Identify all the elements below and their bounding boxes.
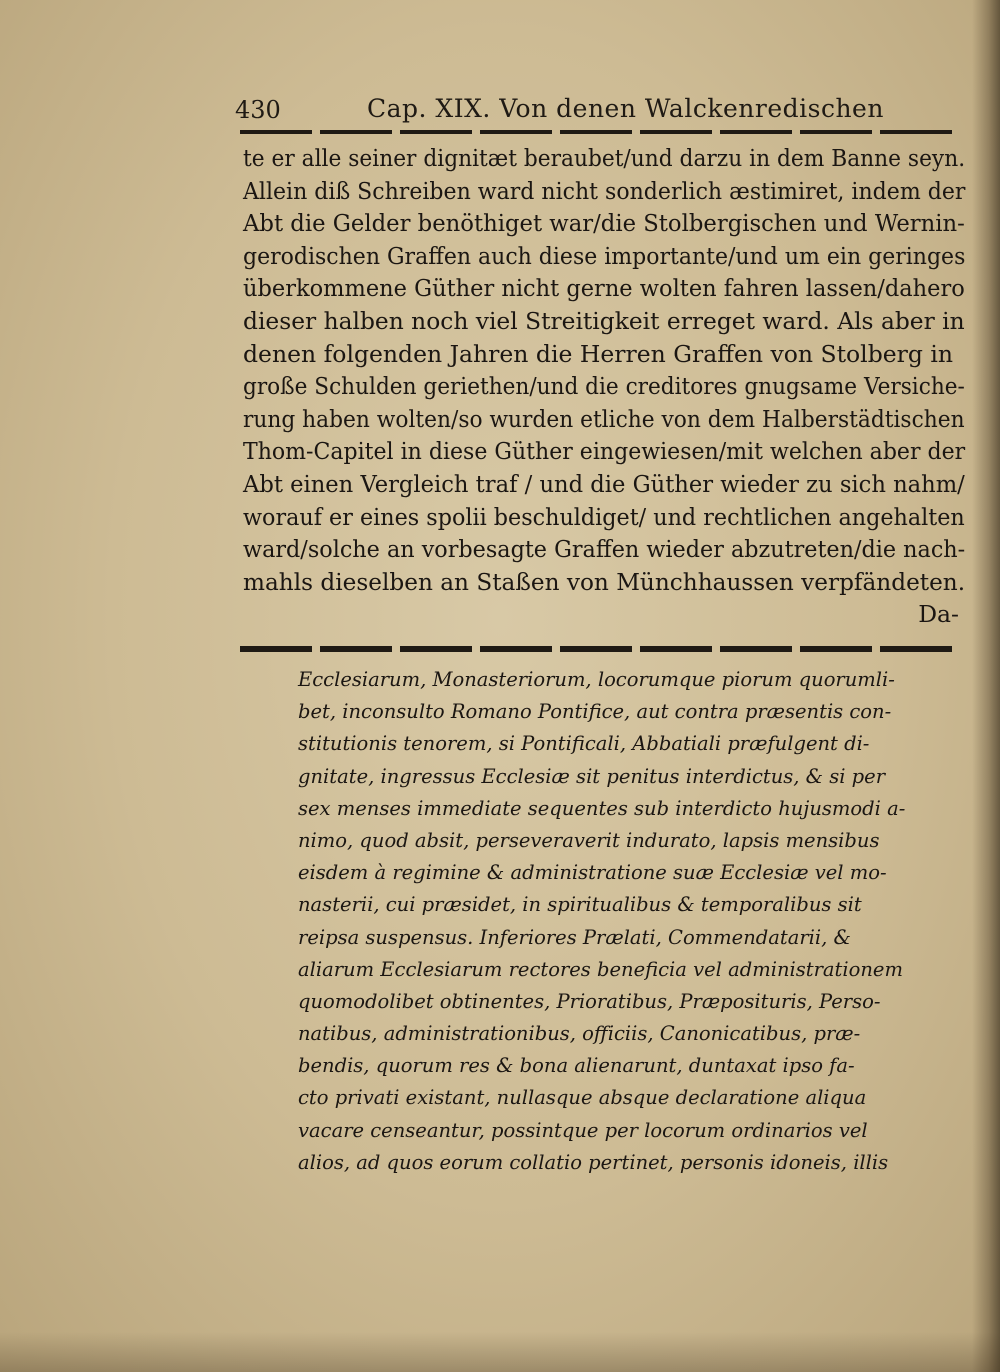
catchword: Da-: [918, 600, 959, 629]
page-edge-shadow: [972, 0, 1000, 1372]
main-text-line: dieser halben noch viel Streitigkeit erreget ward. Als aber in: [243, 306, 965, 335]
main-text-line: rung haben wolten/so wurden etliche von dem Halberstädtischen: [243, 404, 965, 433]
footnote-line: eisdem à regimine & administratione suæ Ecclesiæ vel mo-: [298, 861, 887, 885]
footnote-line: bendis, quorum res & bona alienarunt, duntaxat ipso fa-: [298, 1054, 855, 1078]
page-bottom-shadow: [0, 1332, 1000, 1372]
footnote-line: nimo, quod absit, perseveraverit indurato, lapsis mensibus: [298, 828, 880, 852]
footnote-line: gnitate, ingressus Ecclesiæ sit penitus interdictus, & si per: [298, 764, 886, 788]
footnote-line: alios, ad quos eorum collatio pertinet, personis idoneis, illis: [298, 1150, 889, 1174]
footnote-line: sex menses immediate sequentes sub interdicto hujusmodi a-: [298, 796, 906, 820]
main-text-line: überkommene Güther nicht gerne wolten fahren lassen/dahero: [243, 274, 965, 303]
main-text-line: große Schulden geriethen/und die creditores gnugsame Versiche-: [243, 372, 965, 401]
main-text-line: Abt einen Vergleich traf / und die Güther wieder zu sich nahm/: [243, 469, 965, 498]
main-text-line: Abt die Gelder benöthiget war/die Stolbergischen und Wernin-: [243, 209, 965, 238]
main-text-line: te er alle seiner dignitæt beraubet/und darzu in dem Banne seyn.: [243, 144, 966, 172]
footnote-line: vacare censeantur, possintque per locorum ordinarios vel: [298, 1118, 868, 1142]
running-head: Cap. XIX. Von denen Walckenredischen: [367, 94, 884, 123]
footnote-line: bet, inconsulto Romano Pontifice, aut contra præsentis con-: [298, 700, 892, 724]
footnote-line: cto privati existant, nullasque absque declaratione aliqua: [298, 1086, 867, 1110]
footnote-line: nasterii, cui præsidet, in spiritualibus & temporalibus sit: [298, 893, 862, 917]
footnote-line: aliarum Ecclesiarum rectores beneficia vel administrationem: [298, 957, 903, 981]
main-text-line: denen folgenden Jahren die Herren Graffen von Stolberg in: [243, 339, 954, 368]
footnote-line: stitutionis tenorem, si Pontificali, Abbatiali præfulgent di-: [298, 732, 870, 756]
footnote-line: Ecclesiarum, Monasteriorum, locorumque piorum quorumli-: [298, 668, 895, 691]
page-header: [235, 92, 955, 128]
header-rule: [240, 130, 958, 134]
page-number: 430: [235, 96, 281, 124]
footnote-line: reipsa suspensus. Inferiores Prælati, Commendatarii, &: [298, 925, 851, 949]
main-text-line: mahls dieselben an Staßen von Münchhaussen verpfändeten.: [243, 567, 966, 596]
main-text-block: [243, 142, 965, 631]
main-text-line: Allein diß Schreiben ward nicht sonderlich æstimiret, indem der: [243, 176, 966, 205]
main-text-line: worauf er eines spolii beschuldiget/ und rechtlichen angehalten: [243, 502, 965, 531]
main-text-line: ward/solche an vorbesagte Graffen wieder abzutreten/die nach-: [243, 535, 966, 564]
main-text-line: gerodischen Graffen auch diese importante/und um ein geringes: [243, 241, 966, 270]
footnote-rule: [240, 646, 958, 652]
footnote-block: [298, 664, 966, 1179]
footnote-line: quomodolibet obtinentes, Prioratibus, Præposituris, Perso-: [298, 989, 881, 1013]
main-text-line: Thom-Capitel in diese Güther eingewiesen/mit welchen aber der: [243, 437, 966, 466]
footnote-line: natibus, administrationibus, officiis, Canonicatibus, præ-: [298, 1022, 861, 1046]
